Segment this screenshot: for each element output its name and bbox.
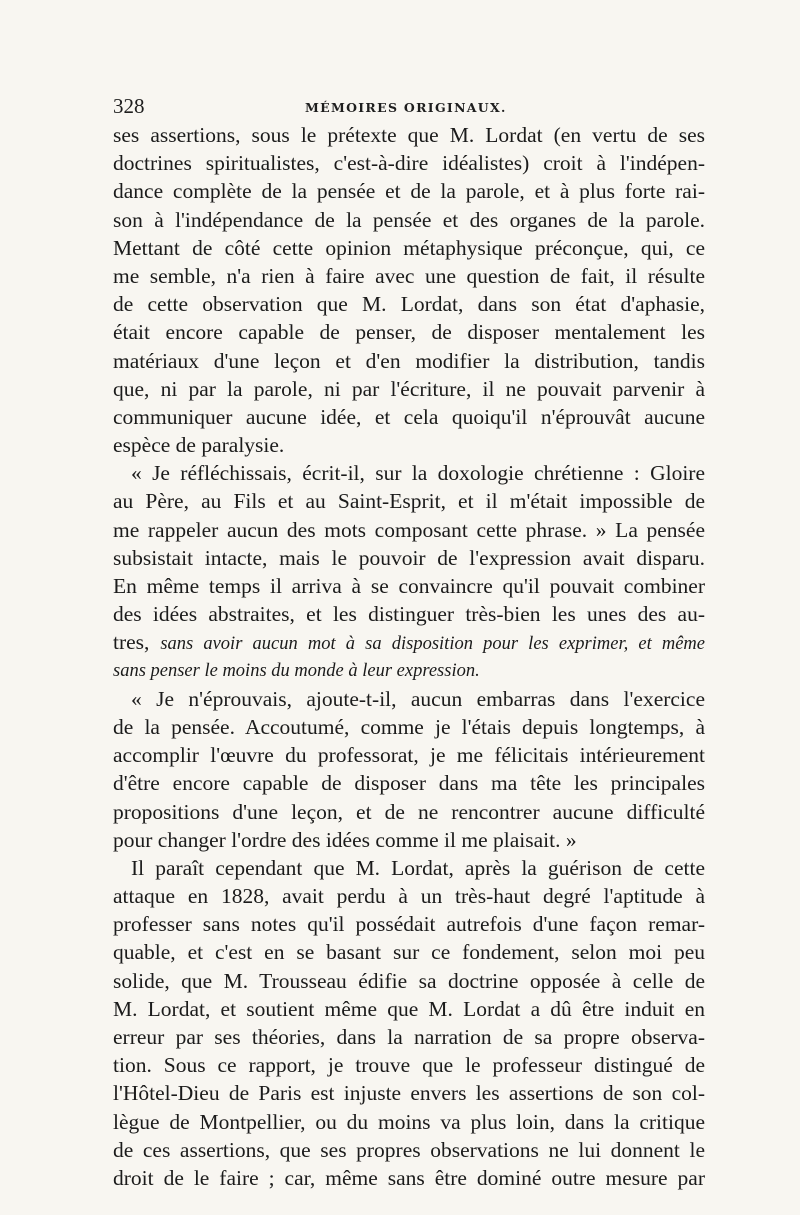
text-line: quable, et c'est en se basant sur ce fondement, selon moi peu [113, 940, 705, 965]
page-header [113, 94, 703, 124]
text-line: droit de le faire ; car, même sans être dominé outre mesure par [113, 1165, 705, 1190]
page-number: 328 [113, 94, 145, 118]
text-line: dance complète de la pensée et de la parole, et à plus forte rai- [113, 179, 705, 204]
text-line: ses assertions, sous le prétexte que M. Lordat (en vertu de ses [113, 123, 705, 147]
text-line: des idées abstraites, et les distinguer très-bien les unes des au- [113, 602, 705, 627]
text-line-italic: sans penser le moins du monde à leur expression. [113, 660, 480, 681]
text-line: accomplir l'œuvre du professorat, je me félicitais intérieurement [113, 743, 705, 768]
text-line: me semble, n'a rien à faire avec une question de fait, il résulte [113, 263, 705, 288]
text-line: de la pensée. Accoutumé, comme je l'étais depuis longtemps, à [113, 714, 705, 739]
text-line: propositions d'une leçon, et de ne rencontrer aucune difficulté [113, 799, 705, 824]
text-line: doctrines spiritualistes, c'est-à-dire idéalistes) croit à l'indépen- [113, 151, 705, 176]
text-line: En même temps il arriva à se convaincre qu'il pouvait combiner [113, 574, 705, 598]
text-line: Mettant de côté cette opinion métaphysique préconçue, qui, ce [113, 235, 705, 260]
text-line: au Père, au Fils et au Saint-Esprit, et il m'était impossible de [113, 489, 705, 514]
text-line: me rappeler aucun des mots composant cette phrase. » La pensée [113, 517, 705, 542]
text-line: erreur par ses théories, dans la narration de sa propre observa- [113, 1025, 705, 1049]
running-title: MÉMOIRES ORIGINAUX. [305, 100, 507, 115]
text-line: professer sans notes qu'il possédait autrefois d'une façon remar- [113, 912, 705, 937]
text-line: de ces assertions, que ses propres observations ne lui donnent le [113, 1137, 705, 1162]
text-line-mixed [113, 628, 705, 656]
text-line: M. Lordat, et soutient même que M. Lordat a dû être induit en [113, 996, 705, 1021]
text-line: était encore capable de penser, de disposer mentalement les [113, 320, 705, 345]
text-line: solide, que M. Trousseau édifie sa doctrine opposée à celle de [113, 968, 705, 993]
text-line: de cette observation que M. Lordat, dans son état d'aphasie, [113, 292, 705, 317]
text-line: matériaux d'une leçon et d'en modifier la distribution, tandis [113, 348, 705, 373]
text-line: « Je réfléchissais, écrit-il, sur la doxologie chrétienne : Gloire [131, 461, 705, 486]
text-line: que, ni par la parole, ni par l'écriture, il ne pouvait parvenir à [113, 376, 705, 401]
text-line: « Je n'éprouvais, ajoute-t-il, aucun embarras dans l'exercice [131, 686, 705, 711]
text-line: son à l'indépendance de la pensée et des organes de la parole. [113, 207, 705, 232]
text-line: communiquer aucune idée, et cela quoiqu'il n'éprouvât aucune [113, 404, 705, 429]
text-line: subsistait intacte, mais le pouvoir de l'expression avait disparu. [113, 545, 705, 570]
text-line: l'Hôtel-Dieu de Paris est injuste envers les assertions de son col- [113, 1081, 705, 1106]
text-line: Il paraît cependant que M. Lordat, après la guérison de cette [131, 855, 705, 880]
text-italic: sans avoir aucun mot à sa disposition pour les exprimer, et même [160, 634, 705, 655]
text-line: attaque en 1828, avait perdu à un très-haut degré l'aptitude à [113, 884, 705, 909]
text-line: tion. Sous ce rapport, je trouve que le professeur distingué de [113, 1053, 705, 1078]
body-text [113, 121, 705, 1192]
text-line: pour changer l'ordre des idées comme il me plaisait. » [113, 827, 577, 852]
text-line: espèce de paralysie. [113, 433, 285, 458]
text-line: d'être encore capable de disposer dans ma tête les principales [113, 771, 705, 796]
text-normal: tres, [113, 630, 161, 655]
text-line: lègue de Montpellier, ou du moins va plus loin, dans la critique [113, 1109, 705, 1134]
